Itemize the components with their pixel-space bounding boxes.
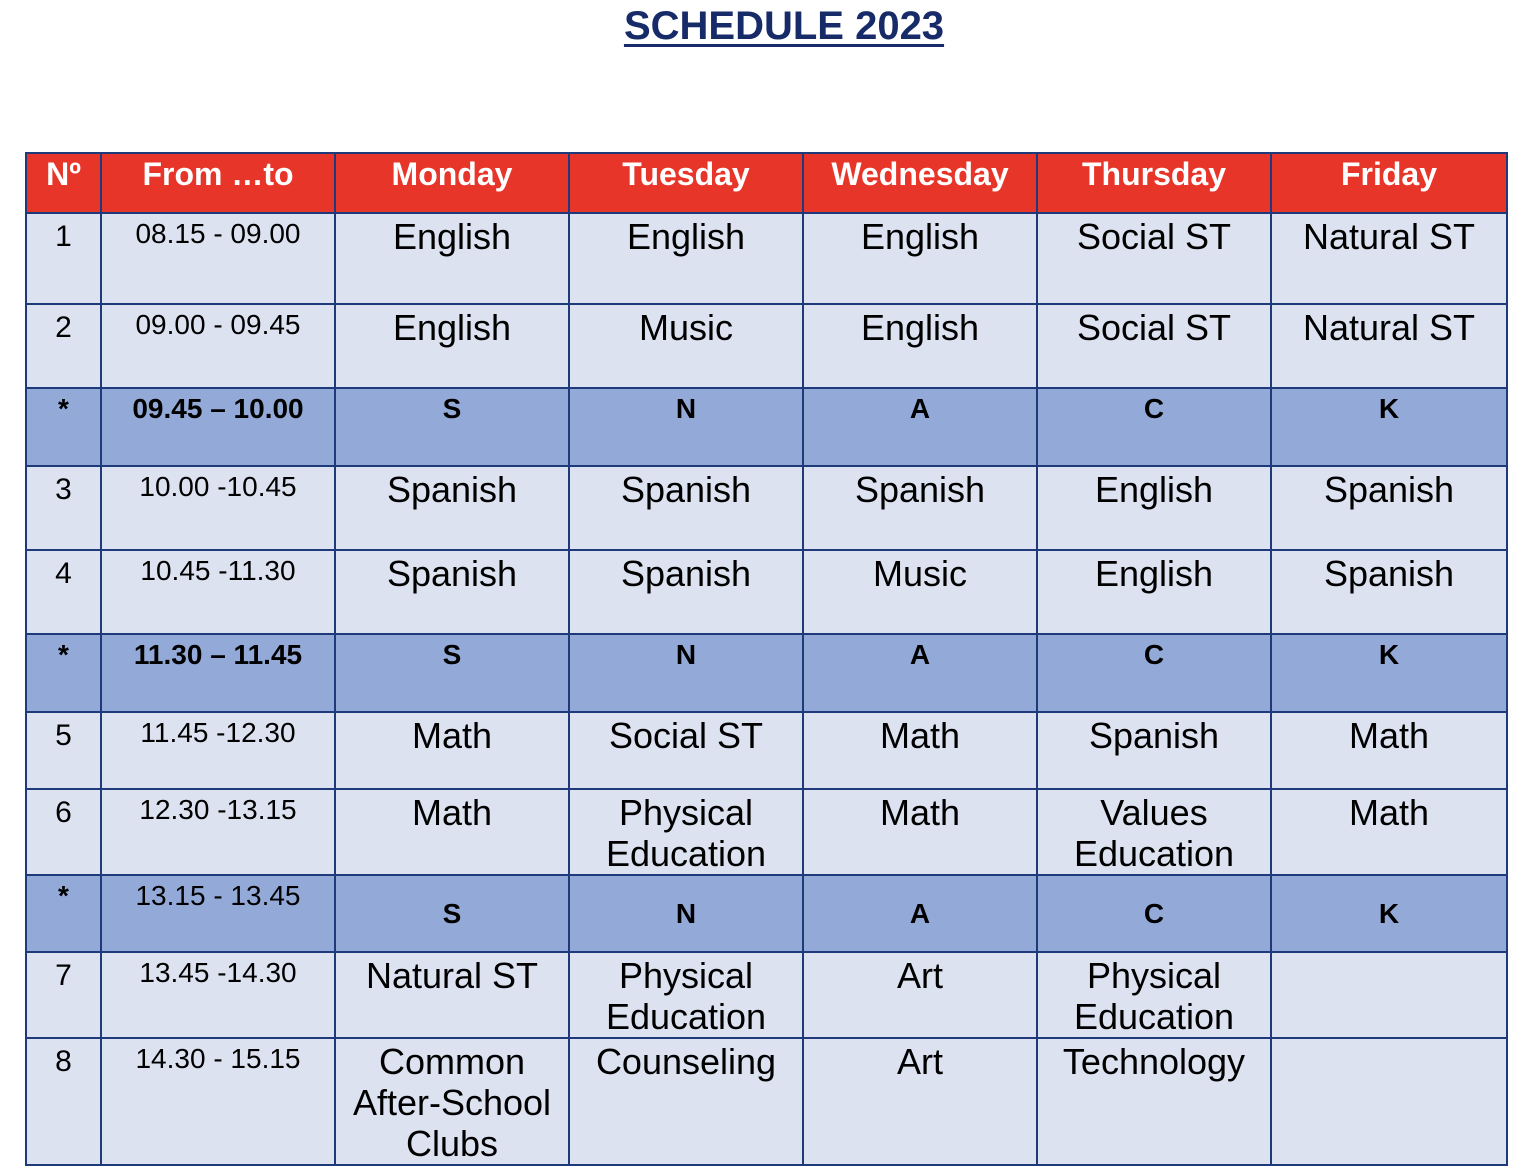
break-letter: A (803, 388, 1037, 466)
cell-friday: Natural ST (1271, 304, 1507, 388)
row-time: 08.15 - 09.00 (101, 213, 335, 304)
cell-wednesday: Math (803, 712, 1037, 789)
table-row (26, 550, 1507, 634)
cell-tuesday: Social ST (569, 712, 803, 789)
row-number: * (26, 634, 101, 712)
table-row (26, 213, 1507, 304)
header-wednesday: Wednesday (803, 153, 1037, 213)
row-number: * (26, 875, 101, 952)
cell-thursday: Values Education (1037, 789, 1271, 875)
cell-wednesday: English (803, 213, 1037, 304)
cell-monday: Spanish (335, 550, 569, 634)
page-title: SCHEDULE 2023 (623, 4, 945, 48)
row-time: 09.00 - 09.45 (101, 304, 335, 388)
break-letter: S (335, 875, 569, 952)
cell-thursday: Technology (1037, 1038, 1271, 1165)
break-letter: A (803, 634, 1037, 712)
cell-thursday: Social ST (1037, 304, 1271, 388)
cell-wednesday: English (803, 304, 1037, 388)
row-time: 12.30 -13.15 (101, 789, 335, 875)
cell-monday: English (335, 213, 569, 304)
cell-friday: Math (1271, 712, 1507, 789)
row-time: 10.00 -10.45 (101, 466, 335, 550)
header-friday: Friday (1271, 153, 1507, 213)
header-tuesday: Tuesday (569, 153, 803, 213)
table-row (26, 1038, 1507, 1165)
cell-tuesday: Counseling (569, 1038, 803, 1165)
row-number: * (26, 388, 101, 466)
cell-friday (1271, 952, 1507, 1038)
cell-monday: Math (335, 712, 569, 789)
cell-tuesday: Spanish (569, 550, 803, 634)
row-time: 13.45 -14.30 (101, 952, 335, 1038)
cell-monday: Spanish (335, 466, 569, 550)
row-number: 3 (26, 466, 101, 550)
cell-friday (1271, 1038, 1507, 1165)
break-letter: C (1037, 388, 1271, 466)
cell-friday: Math (1271, 789, 1507, 875)
cell-thursday: Physical Education (1037, 952, 1271, 1038)
cell-tuesday: Music (569, 304, 803, 388)
break-row (26, 388, 1507, 466)
cell-tuesday: Physical Education (569, 952, 803, 1038)
row-number: 4 (26, 550, 101, 634)
cell-wednesday: Art (803, 1038, 1037, 1165)
cell-monday: Math (335, 789, 569, 875)
table-row (26, 789, 1507, 875)
cell-tuesday: Spanish (569, 466, 803, 550)
break-letter: C (1037, 634, 1271, 712)
break-letter: K (1271, 634, 1507, 712)
table-row (26, 466, 1507, 550)
break-letter: N (569, 388, 803, 466)
cell-monday: Common After-School Clubs (335, 1038, 569, 1165)
cell-tuesday: Physical Education (569, 789, 803, 875)
break-row (26, 634, 1507, 712)
break-letter: S (335, 388, 569, 466)
header-number: Nº (26, 153, 101, 213)
cell-tuesday: English (569, 213, 803, 304)
row-number: 2 (26, 304, 101, 388)
header-time: From …to (101, 153, 335, 213)
row-number: 5 (26, 712, 101, 789)
break-row (26, 875, 1507, 952)
row-number: 6 (26, 789, 101, 875)
cell-friday: Spanish (1271, 550, 1507, 634)
break-letter: A (803, 875, 1037, 952)
row-time: 11.45 -12.30 (101, 712, 335, 789)
cell-friday: Natural ST (1271, 213, 1507, 304)
row-time: 14.30 - 15.15 (101, 1038, 335, 1165)
break-letter: N (569, 634, 803, 712)
cell-wednesday: Spanish (803, 466, 1037, 550)
cell-thursday: English (1037, 466, 1271, 550)
cell-wednesday: Math (803, 789, 1037, 875)
header-monday: Monday (335, 153, 569, 213)
table-row (26, 952, 1507, 1038)
row-time: 10.45 -11.30 (101, 550, 335, 634)
break-letter: N (569, 875, 803, 952)
header-row (26, 153, 1507, 213)
break-letter: S (335, 634, 569, 712)
break-letter: K (1271, 875, 1507, 952)
cell-thursday: English (1037, 550, 1271, 634)
row-time: 09.45 – 10.00 (101, 388, 335, 466)
row-time: 11.30 – 11.45 (101, 634, 335, 712)
cell-thursday: Spanish (1037, 712, 1271, 789)
cell-wednesday: Music (803, 550, 1037, 634)
header-thursday: Thursday (1037, 153, 1271, 213)
cell-monday: English (335, 304, 569, 388)
row-time: 13.15 - 13.45 (101, 875, 335, 952)
table-row (26, 712, 1507, 789)
schedule-table (25, 152, 1508, 1166)
cell-friday: Spanish (1271, 466, 1507, 550)
break-letter: C (1037, 875, 1271, 952)
row-number: 8 (26, 1038, 101, 1165)
cell-wednesday: Art (803, 952, 1037, 1038)
break-letter: K (1271, 388, 1507, 466)
table-row (26, 304, 1507, 388)
row-number: 1 (26, 213, 101, 304)
cell-monday: Natural ST (335, 952, 569, 1038)
cell-thursday: Social ST (1037, 213, 1271, 304)
row-number: 7 (26, 952, 101, 1038)
